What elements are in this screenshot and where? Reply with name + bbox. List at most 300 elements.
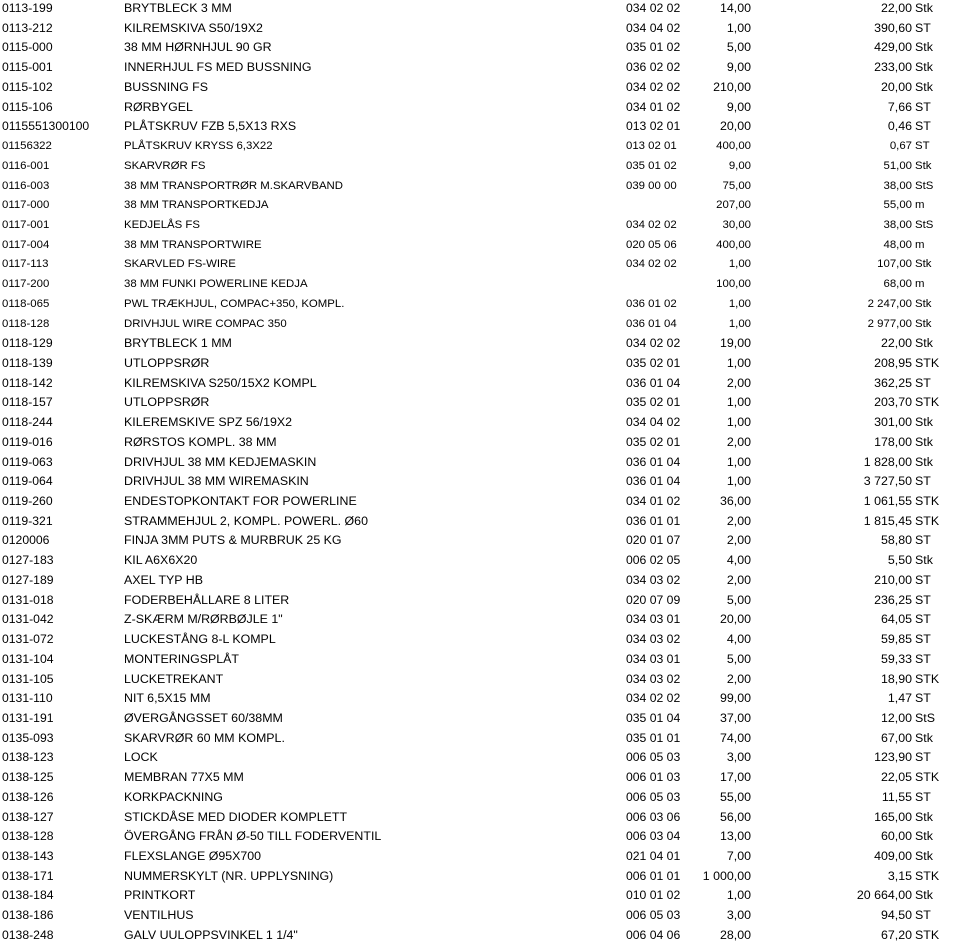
item-code: 0119-064 [2,474,53,489]
item-description: BRYTBLECK 1 MM [124,336,232,351]
table-row [0,255,960,274]
storage-location: 036 01 04 [626,474,681,489]
unit: Stk [915,730,933,745]
unit: m [915,199,925,212]
quantity: 1,00 [726,356,751,370]
item-code: 0131-105 [2,671,54,686]
storage-location: 006 04 06 [626,927,681,942]
unit: Stk [915,60,933,75]
item-description: PWL TRÆKHJUL, COMPAC+350, KOMPL. [124,297,345,310]
unit: Stk [915,434,933,449]
unit-price: 22,05 [880,770,912,785]
item-description: UTLOPPSRØR [124,395,210,410]
item-code: 0118-065 [2,297,50,310]
unit: ST [915,140,930,152]
quantity: 1,00 [728,317,751,330]
item-description: DRIVHJUL WIRE COMPAC 350 [124,317,287,330]
item-code: 01156322 [2,140,52,152]
quantity: 28,00 [719,927,751,942]
item-code: 0115551300100 [2,119,90,134]
unit: Stk [915,317,932,330]
storage-location: 010 01 02 [626,888,681,903]
quantity: 20,00 [719,612,751,627]
storage-location: 006 05 03 [626,750,681,765]
unit: ST [915,750,931,765]
item-description: SKARVRØR 60 MM KOMPL. [124,730,285,745]
item-code: 0138-126 [2,789,54,804]
table-row [0,886,960,905]
storage-location: 034 02 02 [626,218,677,231]
unit-price: 7,66 [887,99,912,114]
storage-location: 035 02 01 [626,434,681,449]
quantity: 400,00 [716,238,751,251]
storage-location: 006 01 01 [626,868,681,883]
quantity: 19,00 [719,336,751,351]
unit-price: 362,25 [874,375,912,390]
table-row [0,196,960,215]
item-description: RØRSTOS KOMPL. 38 MM [124,434,277,449]
table-row [0,374,960,393]
quantity: 75,00 [722,179,751,192]
item-description: DRIVHJUL 38 MM WIREMASKIN [124,474,309,489]
table-row [0,729,960,748]
unit: Stk [915,159,932,172]
unit: Stk [915,297,932,310]
item-description: PLÅTSKRUV KRYSS 6,3X22 [124,140,273,152]
item-code: 0118-244 [2,415,53,430]
item-code: 0127-189 [2,572,54,587]
storage-location: 035 01 02 [626,40,681,55]
quantity: 2,00 [726,434,751,449]
item-code: 0118-128 [2,317,50,330]
unit-price: 94,50 [880,908,912,923]
unit: StS [915,179,934,192]
quantity: 1,00 [726,395,751,410]
storage-location: 035 01 01 [626,730,681,745]
quantity: 1,00 [726,20,751,35]
table-row [0,512,960,531]
quantity: 1,00 [726,474,751,489]
item-description: ENDESTOPKONTAKT FOR POWERLINE [124,494,357,508]
item-code: 0127-183 [2,553,54,568]
item-code: 0113-199 [2,1,53,15]
unit-price: 0,46 [887,119,912,134]
quantity: 13,00 [719,829,751,844]
unit-price: 55,00 [883,199,912,212]
item-code: 0135-093 [2,730,54,745]
unit-price: 1 828,00 [863,454,912,469]
unit: STK [915,513,940,528]
table-row [0,216,960,235]
item-code: 0118-142 [2,375,53,390]
unit-price: 233,00 [874,60,912,75]
unit-price: 12,00 [880,710,912,725]
item-description: RØRBYGEL [124,99,193,114]
storage-location: 006 05 03 [626,908,681,923]
item-code: 0138-127 [2,809,54,824]
table-row [0,808,960,827]
table-row [0,19,960,38]
unit-price: 20 664,00 [856,888,912,903]
unit-price: 22,00 [880,1,912,15]
unit-price: 203,70 [874,395,912,410]
unit: ST [915,632,931,646]
table-row [0,275,960,294]
storage-location: 039 00 00 [626,179,677,192]
unit: m [915,278,925,291]
unit: STK [915,770,940,785]
item-description: BRYTBLECK 3 MM [124,1,232,15]
table-row [0,0,960,18]
unit-price: 58,80 [880,533,912,548]
unit-price: 67,20 [880,927,912,942]
item-code: 0118-139 [2,356,53,370]
storage-location: 021 04 01 [626,849,681,863]
table-row [0,157,960,176]
unit-price: 3 727,50 [863,474,912,489]
storage-location: 035 02 01 [626,395,681,410]
storage-location: 034 01 02 [626,494,681,508]
table-row [0,315,960,334]
item-code: 0117-001 [2,218,50,231]
item-description: KILREMSKIVA S250/15X2 KOMPL [124,375,317,390]
quantity: 210,00 [713,79,751,94]
table-row [0,117,960,136]
storage-location: 034 03 02 [626,572,681,587]
quantity: 1,00 [728,258,751,271]
item-code: 0138-171 [2,868,54,883]
item-description: UTLOPPSRØR [124,356,210,370]
unit: ST [915,691,931,706]
unit: STK [915,395,940,410]
table-row [0,650,960,669]
quantity: 9,00 [726,99,751,114]
quantity: 2,00 [726,513,751,528]
unit-price: 51,00 [883,159,912,172]
table-row [0,926,960,945]
unit-price: 5,50 [887,553,912,568]
item-description: LUCKESTÅNG 8-L KOMPL [124,632,276,646]
item-code: 0131-104 [2,651,54,666]
table-row [0,472,960,491]
item-description: NUMMERSKYLT (NR. UPPLYSNING) [124,868,334,883]
item-code: 0119-016 [2,434,53,449]
storage-location: 006 05 03 [626,789,681,804]
quantity: 14,00 [719,1,751,15]
table-row [0,531,960,550]
unit: ST [915,99,931,114]
quantity: 9,00 [726,60,751,75]
storage-location: 034 03 02 [626,632,681,646]
storage-location: 006 03 04 [626,829,681,844]
quantity: 74,00 [719,730,751,745]
storage-location: 020 07 09 [626,592,681,607]
unit: ST [915,474,931,489]
unit: ST [915,533,931,548]
unit-price: 38,00 [883,218,912,231]
unit-price: 208,95 [874,356,912,370]
unit-price: 165,00 [874,809,912,824]
storage-location: 013 02 01 [626,140,677,152]
storage-location: 006 02 05 [626,553,681,568]
item-description: FINJA 3MM PUTS & MURBRUK 25 KG [124,533,342,548]
item-code: 0118-129 [2,336,53,351]
unit: ST [915,119,931,134]
storage-location: 020 01 07 [626,533,681,548]
unit: Stk [915,40,933,55]
item-description: ØVERGÅNGSSET 60/38MM [124,710,283,725]
item-description: PRINTKORT [124,888,196,903]
storage-location: 035 01 04 [626,710,681,725]
item-code: 0138-123 [2,750,54,765]
quantity: 4,00 [726,632,751,646]
unit: m [915,238,925,251]
item-description: BUSSNING FS [124,79,208,94]
item-description: KILEREMSKIVE SPZ 56/19X2 [124,415,293,430]
quantity: 56,00 [719,809,751,824]
table-row [0,137,960,156]
unit-price: 11,55 [881,789,912,804]
table-row [0,433,960,452]
unit-price: 178,00 [874,434,912,449]
item-code: 0131-072 [2,632,54,646]
quantity: 1,00 [728,297,751,310]
item-description: KIL A6X6X20 [124,553,198,568]
item-code: 0120006 [2,533,50,548]
quantity: 3,00 [726,908,751,923]
item-description: LUCKETREKANT [124,671,224,686]
table-row [0,58,960,77]
item-code: 0131-018 [2,592,54,607]
unit: ST [915,908,931,923]
item-code: 0119-260 [2,494,53,508]
table-row [0,610,960,629]
storage-location: 035 01 02 [626,159,677,172]
quantity: 4,00 [726,553,751,568]
item-code: 0117-113 [2,258,49,271]
item-description: GALV UULOPPSVINKEL 1 1/4" [124,927,298,942]
storage-location: 036 01 04 [626,454,681,469]
unit-price: 107,00 [877,258,912,271]
table-row [0,354,960,373]
storage-location: 034 02 02 [626,1,681,15]
quantity: 1,00 [726,888,751,903]
table-row [0,689,960,708]
unit-price: 18,90 [880,671,912,686]
unit: Stk [915,336,933,351]
table-row [0,453,960,472]
quantity: 3,00 [726,750,751,765]
quantity: 99,00 [719,691,751,706]
table-row [0,748,960,767]
unit-price: 48,00 [883,238,912,251]
storage-location: 036 02 02 [626,60,681,75]
quantity: 1,00 [726,454,751,469]
quantity: 1 000,00 [702,868,751,883]
item-code: 0115-102 [2,79,53,94]
unit: ST [915,20,931,35]
unit-price: 64,05 [880,612,912,627]
storage-location: 013 02 01 [626,119,681,134]
item-description: Z-SKÆRM M/RØRBØJLE 1" [124,612,283,627]
unit: ST [915,375,931,390]
storage-location: 006 03 06 [626,809,681,824]
unit-price: 210,00 [874,572,912,587]
table-row [0,98,960,117]
unit: ST [915,592,931,607]
table-row [0,295,960,314]
quantity: 2,00 [726,375,751,390]
storage-location: 034 03 02 [626,671,681,686]
table-row [0,630,960,649]
table-row [0,78,960,97]
table-row [0,591,960,610]
unit-price: 68,00 [883,278,912,291]
quantity: 9,00 [728,159,751,172]
unit-price: 1 061,55 [863,494,912,508]
unit-price: 301,00 [874,415,912,430]
item-description: 38 MM FUNKI POWERLINE KEDJA [124,278,308,291]
table-row [0,867,960,886]
unit: ST [915,612,931,627]
table-row [0,906,960,925]
table-row [0,38,960,57]
unit-price: 3,15 [887,868,912,883]
item-code: 0131-191 [2,710,54,725]
item-description: KILREMSKIVA S50/19X2 [124,20,263,35]
item-code: 0116-003 [2,179,50,192]
table-row [0,847,960,866]
item-description: SKARVLED FS-WIRE [124,258,236,271]
quantity: 207,00 [716,199,751,212]
item-code: 0115-001 [2,60,53,75]
storage-location: 020 05 06 [626,238,677,251]
item-description: STRAMMEHJUL 2, KOMPL. POWERL. Ø60 [124,513,368,528]
item-description: SKARVRØR FS [124,159,206,172]
item-code: 0115-000 [2,40,53,55]
item-description: FODERBEHÅLLARE 8 LITER [124,592,290,607]
unit-price: 20,00 [880,79,912,94]
item-code: 0138-143 [2,849,54,863]
unit-price: 236,25 [874,592,912,607]
item-description: KEDJELÅS FS [124,218,200,231]
quantity: 7,00 [726,849,751,863]
item-description: 38 MM HØRNHJUL 90 GR [124,40,272,55]
unit: Stk [915,415,933,430]
storage-location: 034 03 01 [626,612,681,627]
unit: Stk [915,829,933,844]
storage-location: 034 02 02 [626,691,681,706]
item-code: 0117-000 [2,199,50,212]
quantity: 400,00 [716,140,751,152]
quantity: 2,00 [726,533,751,548]
quantity: 2,00 [726,671,751,686]
item-description: KORKPACKNING [124,789,223,804]
storage-location: 035 02 01 [626,356,681,370]
item-code: 0118-157 [2,395,53,410]
table-row [0,670,960,689]
unit: Stk [915,454,933,469]
storage-location: 036 01 04 [626,375,681,390]
unit: STK [915,671,940,686]
item-description: MONTERINGSPLÅT [124,651,239,666]
storage-location: 034 02 02 [626,79,681,94]
quantity: 5,00 [726,40,751,55]
unit: STK [915,868,940,883]
item-description: 38 MM TRANSPORTRØR M.SKARVBAND [124,179,343,192]
item-description: INNERHJUL FS MED BUSSNING [124,60,312,75]
item-description: MEMBRAN 77X5 MM [124,770,244,785]
unit: ST [915,651,931,666]
quantity: 37,00 [719,710,751,725]
quantity: 17,00 [719,770,751,785]
item-code: 0138-186 [2,908,54,923]
unit-price: 60,00 [880,829,912,844]
quantity: 36,00 [719,494,751,508]
storage-location: 034 01 02 [626,99,681,114]
item-description: FLEXSLANGE Ø95X700 [124,849,262,863]
item-code: 0138-248 [2,927,54,942]
storage-location: 034 04 02 [626,415,681,430]
unit: Stk [915,809,933,824]
item-description: ÖVERGÅNG FRÅN Ø-50 TILL FODERVENTIL [124,829,382,844]
storage-location: 034 02 02 [626,336,681,351]
unit: Stk [915,79,933,94]
quantity: 30,00 [722,218,751,231]
table-row [0,236,960,255]
item-description: DRIVHJUL 38 MM KEDJEMASKIN [124,454,317,469]
quantity: 55,00 [719,789,751,804]
item-code: 0116-001 [2,159,50,172]
unit: StS [915,218,934,231]
unit: Stk [915,888,933,903]
table-row [0,571,960,590]
item-code: 0131-042 [2,612,54,627]
table-row [0,827,960,846]
table-row [0,413,960,432]
unit-price: 59,85 [880,632,912,646]
unit-price: 2 247,00 [867,297,912,310]
unit-price: 1 815,45 [863,513,912,528]
unit-price: 390,60 [874,20,912,35]
unit-price: 409,00 [874,849,912,863]
table-row [0,393,960,412]
quantity: 20,00 [719,119,751,134]
unit-price: 429,00 [874,40,912,55]
item-description: NIT 6,5X15 MM [124,691,211,706]
unit-price: 22,00 [880,336,912,351]
storage-location: 034 04 02 [626,20,681,35]
item-description: STICKDÅSE MED DIODER KOMPLETT [124,809,348,824]
unit: ST [915,572,931,587]
unit-price: 0,67 [889,140,912,152]
unit-price: 38,00 [883,179,912,192]
item-description: VENTILHUS [124,908,194,923]
storage-location: 034 02 02 [626,258,677,271]
unit-price: 123,90 [874,750,912,765]
item-code: 0119-321 [2,513,53,528]
quantity: 5,00 [726,592,751,607]
unit: Stk [915,553,933,568]
item-code: 0117-200 [2,278,50,291]
table-row [0,334,960,353]
item-code: 0119-063 [2,454,53,469]
unit: STK [915,494,940,508]
unit: Stk [915,1,933,15]
unit-price: 2 977,00 [867,317,912,330]
item-description: 38 MM TRANSPORTKEDJA [124,199,269,212]
item-code: 0138-184 [2,888,54,903]
